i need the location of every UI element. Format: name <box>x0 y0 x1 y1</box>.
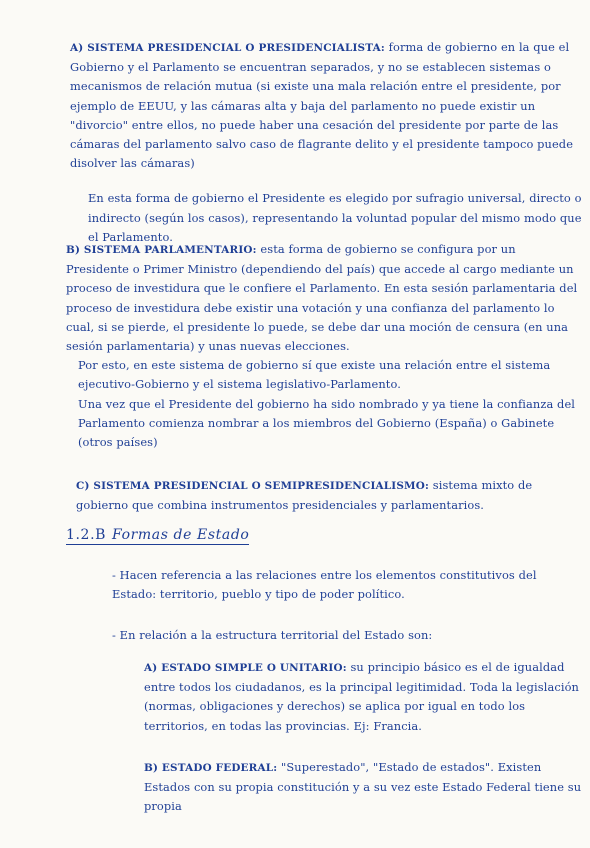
section-b <box>66 240 582 452</box>
bullet-1-text: - Hacen referencia a las relaciones entre los elementos constitutivos del Estado: territorio, pueblo y tipo de poder político. <box>112 568 537 602</box>
section-c-heading: C) SISTEMA PRESIDENCIAL O SEMIPRESIDENCIALISMO: <box>76 480 430 492</box>
section-a <box>70 38 582 247</box>
section-b-heading: B) SISTEMA PARLAMENTARIO: <box>66 244 257 256</box>
estado-simple-text: su principio básico es el de igualdad entre todos los ciudadanos, es la principal legitimidad. Toda la legislación (normas, obligaciones y derechos) se aplica por igual en todo los territorios, en todas las provincias. Ej: Francia. <box>144 660 579 733</box>
section-number: 1.2.B <box>66 527 107 543</box>
bullet-1 <box>112 566 582 604</box>
estado-simple-paragraph <box>144 658 582 736</box>
section-b-paragraph-3: Una vez que el Presidente del gobierno ha sido nombrado y ya tiene la confianza del Parlamento comienza nombrar a los miembros del Gobierno (España) o Gabinete (otros países) <box>78 396 576 450</box>
estado-federal <box>144 758 582 817</box>
estado-federal-paragraph <box>144 758 582 817</box>
estado-federal-text: "Superestado", "Estado de estados". Existen Estados con su propia constitución y a su vez este Estado Federal tiene su propia <box>144 760 582 814</box>
section-a-text: forma de gobierno en la que el Gobierno y el Parlamento se encuentran separados, y no se establecen sistemas o mecanismos de relación mutua (si existe una mala relación entre el presidente, por ejemplo de EEUU, y las cámaras alta y baja del parlamento no puede existir un "divorcio" entre ellos, no puede haber una cesación del presidente por parte de las cámaras del parlamento salvo caso de flagrante delito y el presidente tampoco puede disolver las cámaras) <box>70 40 574 171</box>
estado-simple-heading: A) ESTADO SIMPLE O UNITARIO: <box>144 662 347 674</box>
section-c-text: sistema mixto de gobierno que combina instrumentos presidenciales y parlamentarios. <box>76 478 533 513</box>
bullet-2 <box>112 626 582 645</box>
estado-simple <box>144 658 582 736</box>
section-c-paragraph <box>76 476 582 515</box>
section-c <box>76 476 582 515</box>
section-title-text: Formas de Estado <box>112 527 250 543</box>
section-b-text: esta forma de gobierno se configura por un Presidente o Primer Ministro (dependiendo del país) que accede al cargo mediante un proceso de investidura que le confiere el Parlamento. En esta sesión parlamentaria del proceso de investidura debe existir una votación y una confianza del parlamento lo cual, si se pierde, el presidente lo puede, se debe dar una moción de censura (en una sesión parlamentaria) y unas nuevas elecciones. <box>66 242 578 354</box>
section-a-heading: A) SISTEMA PRESIDENCIAL O PRESIDENCIALISTA: <box>70 42 385 54</box>
section-b-paragraph-2: Por esto, en este sistema de gobierno sí que existe una relación entre el sistema ejecutivo-Gobierno y el sistema legislativo-Parlamento. <box>78 358 551 392</box>
section-a-paragraph <box>70 38 582 173</box>
section-b-paragraph <box>66 240 582 356</box>
section-title <box>66 527 249 545</box>
section-a-paragraph-2: En esta forma de gobierno el Presidente es elegido por sufragio universal, directo o indirecto (según los casos), representando la voluntad popular del mismo modo que el Parlamento. <box>88 191 582 244</box>
estado-federal-heading: B) ESTADO FEDERAL: <box>144 762 278 774</box>
bullet-2-text: - En relación a la estructura territorial del Estado son: <box>112 628 433 642</box>
